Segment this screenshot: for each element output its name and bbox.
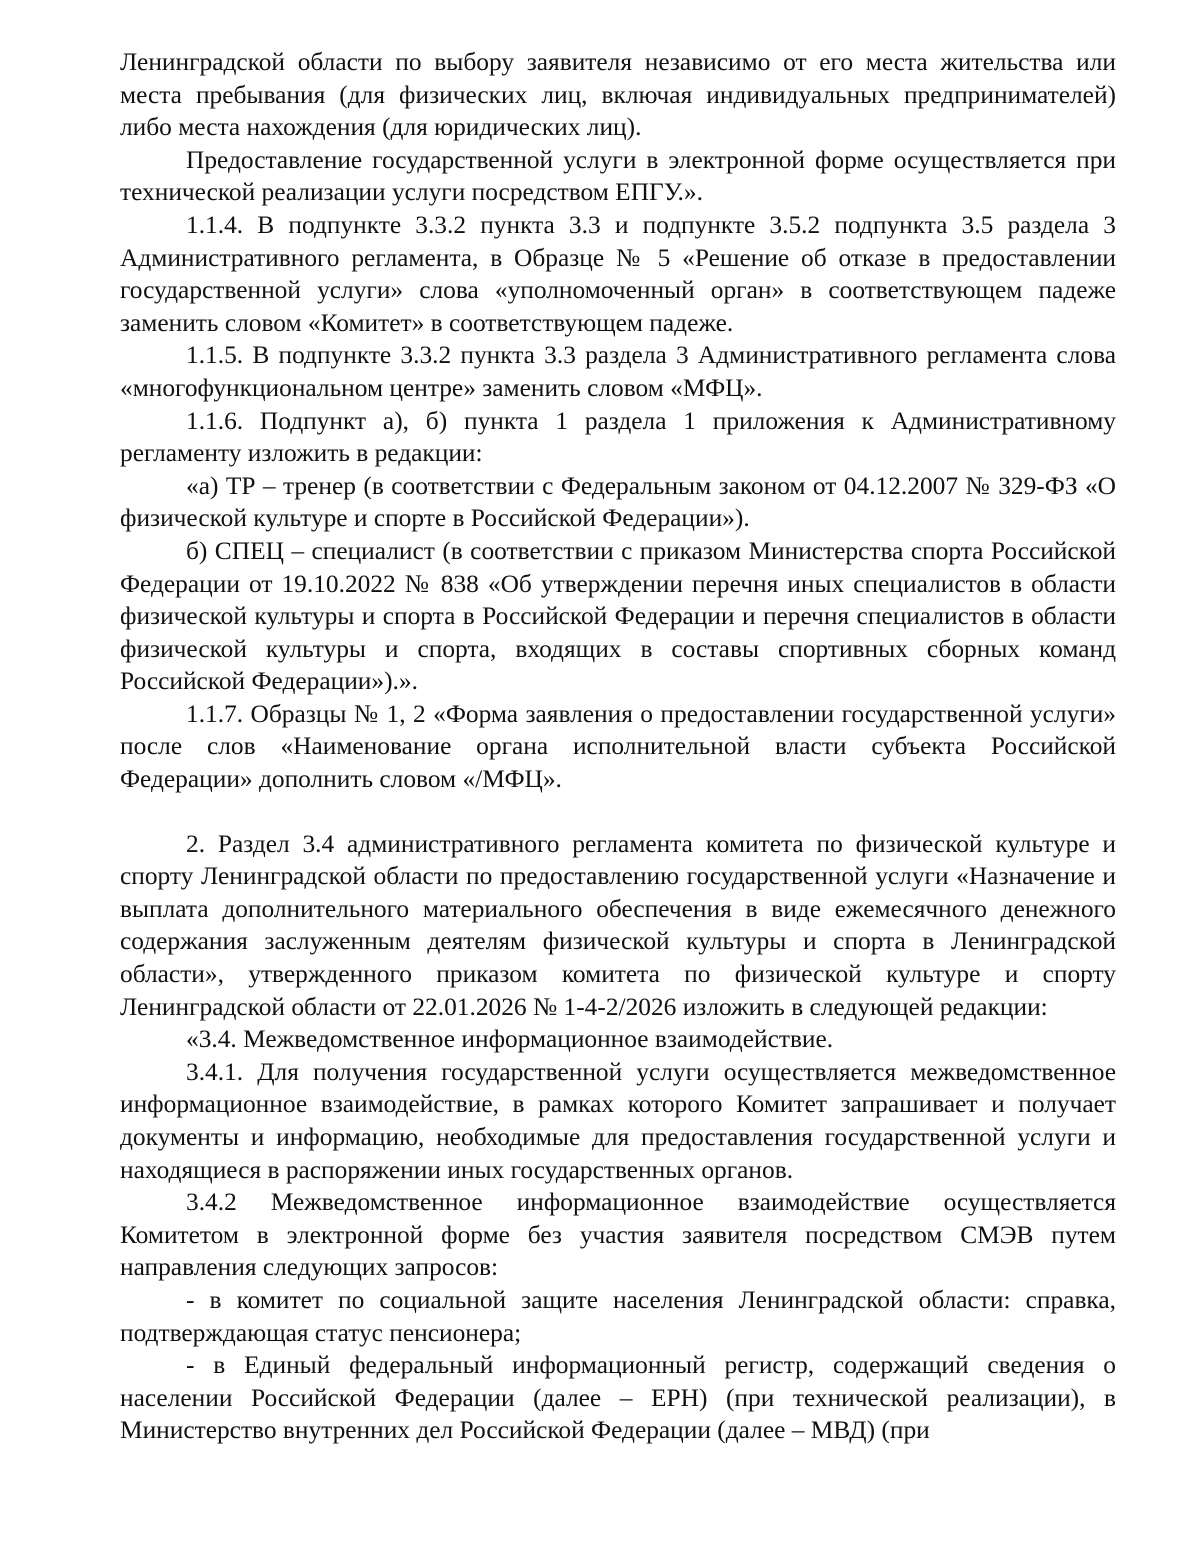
paragraph-section-2: 2. Раздел 3.4 административного регламента комитета по физической культуре и спорту Ленинградской области по предоставлению государственной услуги «Назначение и выплата дополнительного материального обеспечения в виде ежемесячного денежного содержания заслуженным деятелям физической культуры и спорта в Ленинградской области», утвержденного приказом комитета по физической культуре и спорту Ленинградской области от 22.01.2026 № 1-4-2/2026 изложить в следующей редакции: bbox=[120, 829, 1116, 1021]
paragraph-item-b: б) СПЕЦ – специалист (в соответствии с приказом Министерства спорта Российской Федерации от 19.10.2022 № 838 «Об утверждении перечня иных специалистов в области физической культуры и спорта в Российской Федерации и перечня специалистов в области физической культуры и спорта, входящих в составы спортивных сборных команд Российской Федерации»).». bbox=[120, 536, 1116, 696]
paragraph-3-4-2: 3.4.2 Межведомственное информационное взаимодействие осуществляется Комитетом в электронной форме без участия заявителя посредством СМЭВ путем направления следующих запросов: bbox=[120, 1188, 1116, 1282]
paragraph-1-1-4: 1.1.4. В подпункте 3.3.2 пункта 3.3 и подпункте 3.5.2 подпункта 3.5 раздела 3 Административного регламента, в Образце № 5 «Решение об отказе в предоставлении государственной услуги» слова «уполномоченный орган» в соответствующем падеже заменить словом «Комитет» в соответствующем падеже. bbox=[120, 210, 1116, 337]
paragraph-electronic-form: Предоставление государственной услуги в электронной форме осуществляется при технической реализации услуги посредством ЕПГУ.». bbox=[120, 145, 1116, 207]
paragraph-request-ern: - в Единый федеральный информационный регистр, содержащий сведения о населении Российской Федерации (далее – ЕРН) (при технической реализации), в Министерство внутренних дел Российской Федерации (далее – МВД) (при bbox=[120, 1351, 1116, 1445]
paragraph-1-1-7: 1.1.7. Образцы № 1, 2 «Форма заявления о предоставлении государственной услуги» после слов «Наименование органа исполнительной власти субъекта Российской Федерации» дополнить словом «/МФЦ». bbox=[120, 699, 1116, 794]
paragraph-1-1-6: 1.1.6. Подпункт а), б) пункта 1 раздела 1 приложения к Административному регламенту изложить в редакции: bbox=[120, 406, 1116, 468]
paragraph-item-a: «а) ТР – тренер (в соответствии с Федеральным законом от 04.12.2007 № 329-ФЗ «О физической культуре и спорте в Российской Федерации»). bbox=[120, 471, 1116, 533]
paragraph-request-social: - в комитет по социальной защите населения Ленинградской области: справка, подтверждающая статус пенсионера; bbox=[120, 1285, 1116, 1347]
paragraph-3-4-1: 3.4.1. Для получения государственной услуги осуществляется межведомственное информационное взаимодействие, в рамках которого Комитет запрашивает и получает документы и информацию, необходимые для предоставления государственной услуги и находящиеся в распоряжении иных государственных органов. bbox=[120, 1057, 1116, 1184]
paragraph-1-1-5: 1.1.5. В подпункте 3.3.2 пункта 3.3 раздела 3 Административного регламента слова «многофункциональном центре» заменить словом «МФЦ». bbox=[120, 341, 1116, 402]
document-page bbox=[120, 46, 1116, 1447]
paragraph-3-4-heading: «3.4. Межведомственное информационное взаимодействие. bbox=[186, 1025, 834, 1054]
paragraph-continuation: Ленинградской области по выбору заявителя независимо от его места жительства или места пребывания (для физических лиц, включая индивидуальных предпринимателей) либо места нахождения (для юридических лиц). bbox=[120, 48, 1116, 142]
